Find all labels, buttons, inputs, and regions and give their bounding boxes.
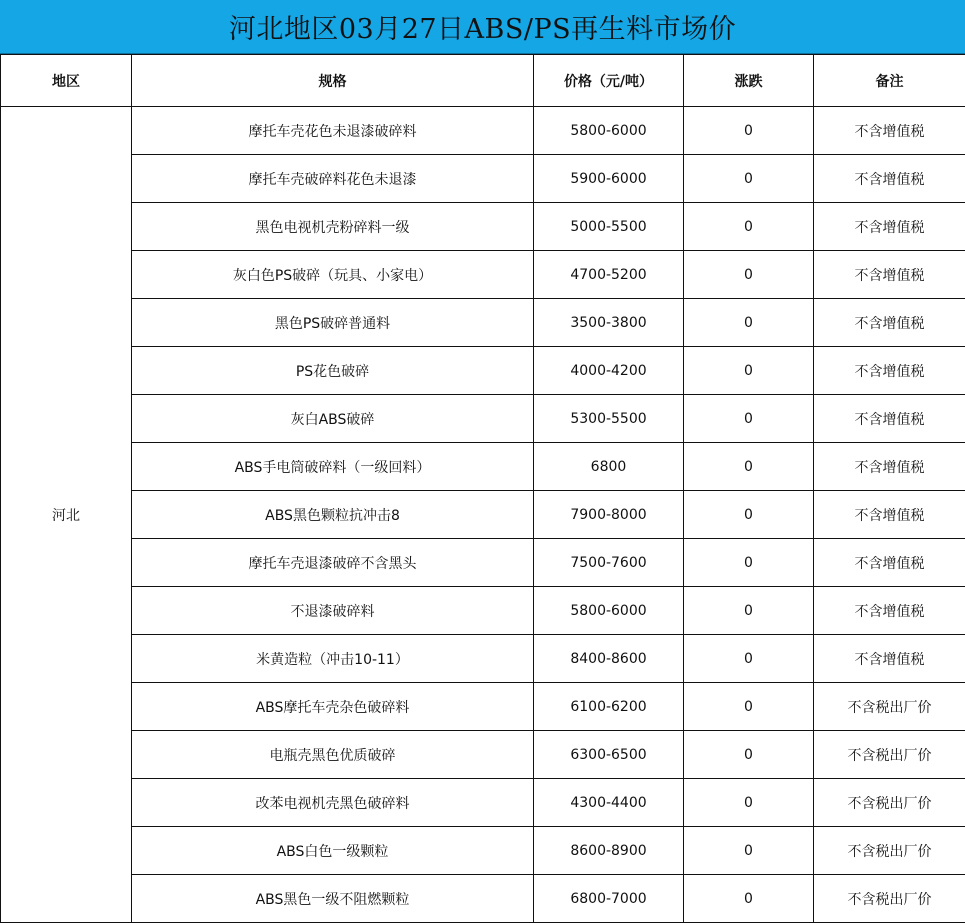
price-cell: 6300-6500: [534, 731, 684, 779]
price-cell: 6800-7000: [534, 875, 684, 923]
header-row: [1, 55, 965, 107]
change-cell: 0: [684, 779, 814, 827]
table-row: [1, 875, 965, 923]
change-cell: 0: [684, 299, 814, 347]
note-cell: 不含增值税: [814, 107, 965, 155]
change-cell: 0: [684, 395, 814, 443]
spec-cell: ABS手电筒破碎料（一级回料）: [132, 443, 534, 491]
change-cell: 0: [684, 155, 814, 203]
spec-cell: 摩托车壳破碎料花色未退漆: [132, 155, 534, 203]
spec-cell: 不退漆破碎料: [132, 587, 534, 635]
change-cell: 0: [684, 539, 814, 587]
note-cell: 不含增值税: [814, 395, 965, 443]
spec-cell: ABS黑色颗粒抗冲击8: [132, 491, 534, 539]
table-row: [1, 251, 965, 299]
change-cell: 0: [684, 587, 814, 635]
spec-cell: 摩托车壳退漆破碎不含黑头: [132, 539, 534, 587]
header-region: 地区: [1, 55, 132, 107]
price-cell: 5800-6000: [534, 107, 684, 155]
change-cell: 0: [684, 875, 814, 923]
note-cell: 不含增值税: [814, 299, 965, 347]
price-cell: 5300-5500: [534, 395, 684, 443]
price-cell: 6800: [534, 443, 684, 491]
header-price: 价格（元/吨）: [534, 55, 684, 107]
change-cell: 0: [684, 107, 814, 155]
table-row: [1, 827, 965, 875]
note-cell: 不含增值税: [814, 539, 965, 587]
change-cell: 0: [684, 251, 814, 299]
header-note: 备注: [814, 55, 965, 107]
table-row: [1, 155, 965, 203]
spec-cell: PS花色破碎: [132, 347, 534, 395]
price-cell: 7900-8000: [534, 491, 684, 539]
table-row: [1, 635, 965, 683]
price-cell: 7500-7600: [534, 539, 684, 587]
spec-cell: ABS黑色一级不阻燃颗粒: [132, 875, 534, 923]
spec-cell: 灰白色PS破碎（玩具、小家电）: [132, 251, 534, 299]
change-cell: 0: [684, 491, 814, 539]
note-cell: 不含税出厂价: [814, 875, 965, 923]
spec-cell: 电瓶壳黑色优质破碎: [132, 731, 534, 779]
price-cell: 6100-6200: [534, 683, 684, 731]
region-cell: 河北: [1, 107, 132, 923]
note-cell: 不含增值税: [814, 203, 965, 251]
change-cell: 0: [684, 203, 814, 251]
note-cell: 不含增值税: [814, 587, 965, 635]
note-cell: 不含增值税: [814, 635, 965, 683]
price-cell: 5000-5500: [534, 203, 684, 251]
table-row: [1, 203, 965, 251]
price-table: [0, 54, 965, 923]
table-row: [1, 299, 965, 347]
price-cell: 4300-4400: [534, 779, 684, 827]
change-cell: 0: [684, 827, 814, 875]
spec-cell: 黑色电视机壳粉碎料一级: [132, 203, 534, 251]
price-cell: 5900-6000: [534, 155, 684, 203]
note-cell: 不含增值税: [814, 443, 965, 491]
change-cell: 0: [684, 731, 814, 779]
change-cell: 0: [684, 443, 814, 491]
table-row: [1, 491, 965, 539]
price-cell: 4700-5200: [534, 251, 684, 299]
sheet-title: 河北地区03月27日ABS/PS再生料市场价: [228, 14, 737, 45]
header-change: 涨跌: [684, 55, 814, 107]
table-row: [1, 731, 965, 779]
spec-cell: ABS摩托车壳杂色破碎料: [132, 683, 534, 731]
price-cell: 3500-3800: [534, 299, 684, 347]
spec-cell: 摩托车壳花色未退漆破碎料: [132, 107, 534, 155]
table-row: [1, 683, 965, 731]
note-cell: 不含增值税: [814, 491, 965, 539]
note-cell: 不含税出厂价: [814, 683, 965, 731]
title-bar: [0, 0, 965, 54]
table-body: [1, 107, 965, 923]
change-cell: 0: [684, 683, 814, 731]
note-cell: 不含增值税: [814, 155, 965, 203]
note-cell: 不含税出厂价: [814, 731, 965, 779]
spec-cell: 米黄造粒（冲击10-11）: [132, 635, 534, 683]
spec-cell: 灰白ABS破碎: [132, 395, 534, 443]
spec-cell: 改苯电视机壳黑色破碎料: [132, 779, 534, 827]
table-row: [1, 539, 965, 587]
table-row: [1, 107, 965, 155]
spec-cell: 黑色PS破碎普通料: [132, 299, 534, 347]
note-cell: 不含税出厂价: [814, 827, 965, 875]
note-cell: 不含增值税: [814, 251, 965, 299]
note-cell: 不含增值税: [814, 347, 965, 395]
change-cell: 0: [684, 635, 814, 683]
price-cell: 8600-8900: [534, 827, 684, 875]
change-cell: 0: [684, 347, 814, 395]
table-row: [1, 587, 965, 635]
price-cell: 8400-8600: [534, 635, 684, 683]
spec-cell: ABS白色一级颗粒: [132, 827, 534, 875]
table-row: [1, 443, 965, 491]
table-row: [1, 395, 965, 443]
note-cell: 不含税出厂价: [814, 779, 965, 827]
price-cell: 5800-6000: [534, 587, 684, 635]
price-cell: 4000-4200: [534, 347, 684, 395]
table-row: [1, 347, 965, 395]
table-row: [1, 779, 965, 827]
header-spec: 规格: [132, 55, 534, 107]
